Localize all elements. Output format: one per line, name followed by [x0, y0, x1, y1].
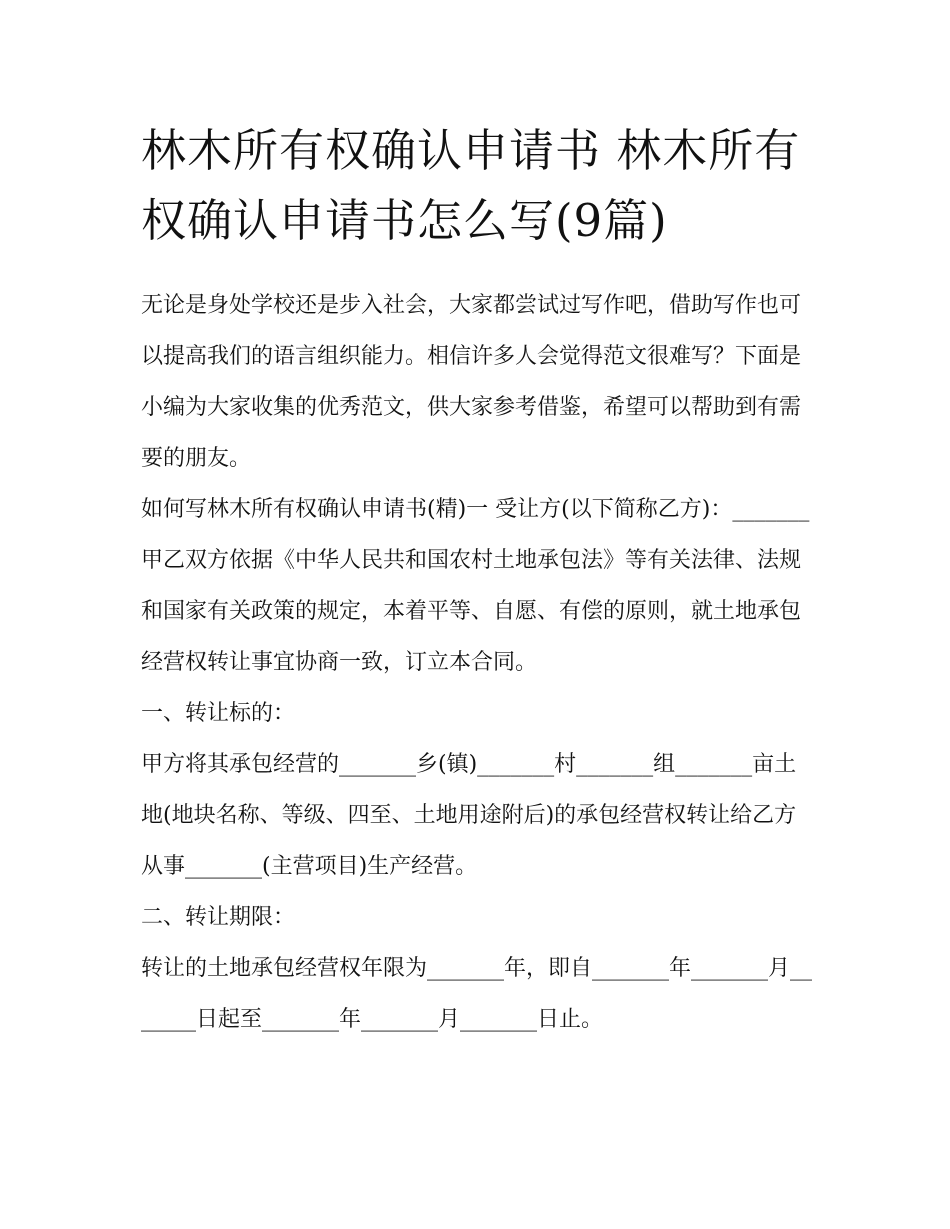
transfer-subject-paragraph: 甲方将其承包经营的_______乡(镇)_______村_______组_______亩土地(地块名称、等级、四至、土地用途附后)的承包经营权转让给乙方从事_______(主营项目)生产经营。 — [141, 752, 797, 879]
clause-heading-transfer-subject: 一、转让标的： — [141, 701, 296, 726]
intro-paragraph: 无论是身处学校还是步入社会，大家都尝试过写作吧，借助写作也可以提高我们的语言组织能力。相信许多人会觉得范文很难写？下面是小编为大家收集的优秀范文，供大家参考借鉴，希望可以帮助到有需要的朋友。 — [141, 293, 802, 471]
section-heading-paragraph: 如何写林木所有权确认申请书(精)一 受让方(以下简称乙方)：_______ — [141, 497, 810, 522]
contract-basis-paragraph: 甲乙双方依据《中华人民共和国农村土地承包法》等有关法律、法规和国家有关政策的规定，本着平等、自愿、有偿的原则，就土地承包经营权转让事宜协商一致，订立本合同。 — [141, 548, 802, 675]
document-title: 林木所有权确认申请书 林木所有权确认申请书怎么写(9篇) — [141, 124, 801, 247]
clause-heading-transfer-term: 二、转让期限： — [141, 905, 296, 930]
transfer-term-paragraph: 转让的土地承包经营权年限为_______年，即自_______年_______月_______日起至_______年_______月_______日止。 — [141, 956, 813, 1032]
document-body — [141, 280, 813, 1045]
document-page — [141, 116, 813, 1045]
